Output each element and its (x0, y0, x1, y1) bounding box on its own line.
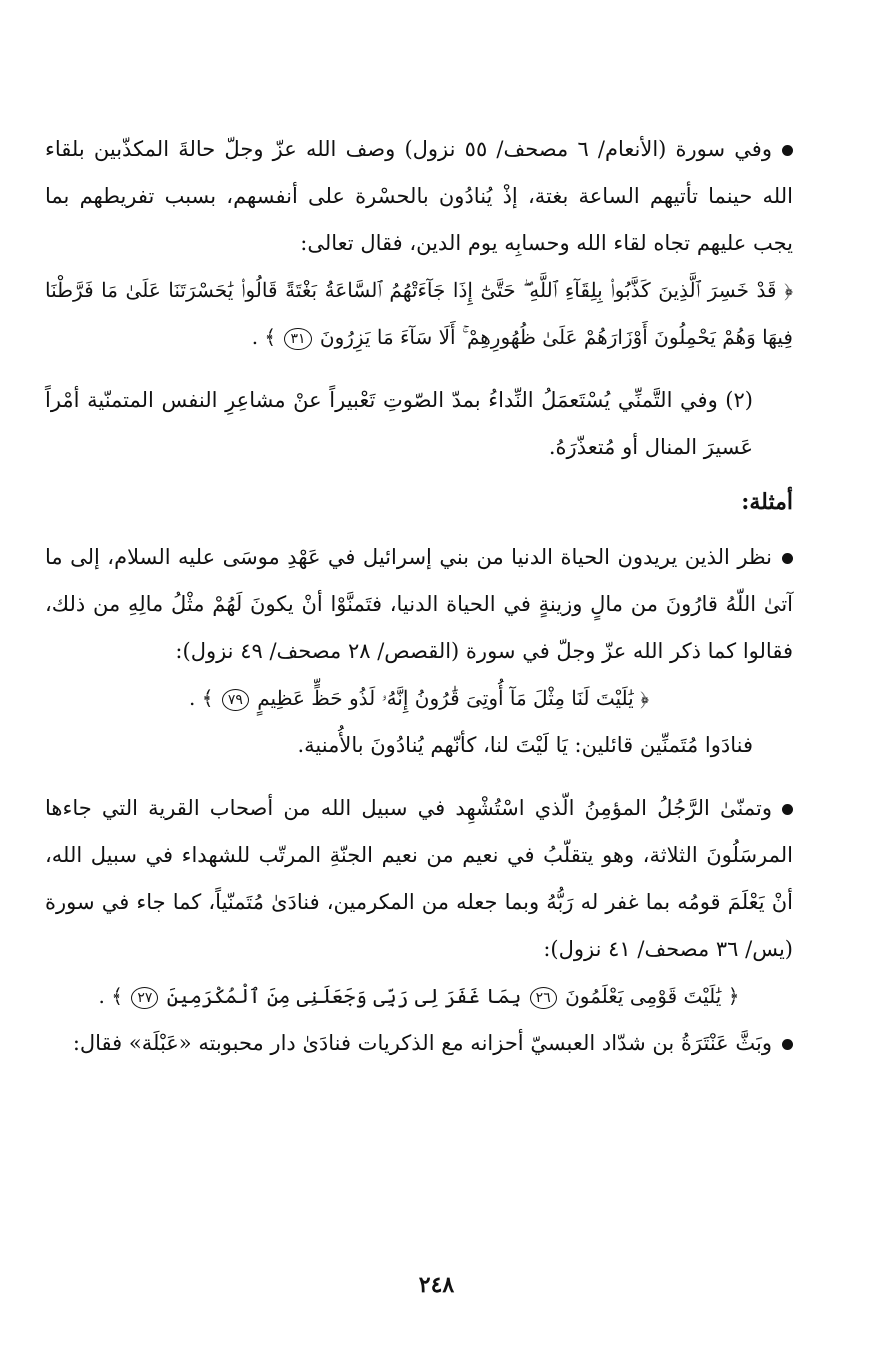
paragraph-text: (٢) وفي التَّمنِّي يُسْتَعمَلُ النِّداءُ بمدّ الصّوتِ تَعْبيراً عنْ مشاعِرِ النفس المتمنّية أمْراً عَسيرَ المنال أو مُتعذّرَهُ. (45, 388, 753, 459)
paragraph-text: وبَثَّ عَنْتَرَةُ بن شدّاد العبسيّ أحزانه مع الذكريات فنادَىٰ دار محبوبته «عَبْلَة» فقال: (72, 1031, 772, 1055)
bullet-icon (782, 804, 793, 815)
page-number: ٢٤٨ (418, 1272, 455, 1298)
bullet-icon (782, 145, 793, 156)
verse-text: بِمَا غَفَرَ لِى رَبِّى وَجَعَلَنِى مِنَ ٱلْمُكْرَمِينَ (166, 984, 522, 1008)
page-body (45, 126, 793, 1067)
quran-verse-yasin (45, 973, 793, 1020)
verse-text: ﴿ قَدْ خَسِرَ ٱلَّذِينَ كَذَّبُوا۟ بِلِقَآءِ ٱللَّهِ ۖ حَتَّىٰٓ إِذَا جَآءَتْهُمُ ٱلسَّاعَةُ بَغْتَةً قَالُوا۟ يَٰحَسْرَتَنَا عَلَىٰ مَا فَرَّطْنَا فِيهَا وَهُمْ يَحْمِلُونَ أَوْزَارَهُمْ عَلَىٰ ظُهُورِهِمْ ۚ أَلَا سَآءَ مَا يَزِرُونَ (45, 278, 793, 349)
paragraph-antara (45, 1020, 793, 1067)
verse-close: ﴾ . (251, 325, 277, 349)
paragraph-believer (45, 785, 793, 973)
verse-number-badge: ٢٦ (530, 987, 557, 1009)
quran-verse-anam (45, 267, 793, 361)
quran-verse-qasas (45, 675, 793, 722)
paragraph-text: وفي سورة (الأنعام/ ٦ مصحف/ ٥٥ نزول) وصف الله عزّ وجلّ حالةَ المكذّبين بلقاء الله حينما تأتيهم الساعة بغتة، إذْ يُنادُون بالحسْرة على أنفسهم، بسبب تفريطهم بما يجب عليهم تجاه لقاء الله وحسابِه يوم الدين، فقال تعالى: (45, 137, 793, 255)
paragraph-anam-intro (45, 126, 793, 267)
verse-number-badge: ٣١ (284, 328, 311, 350)
section-heading-examples: أمثلة: (741, 489, 793, 515)
verse-text: ﴿ يَٰلَيْتَ قَوْمِى يَعْلَمُونَ (565, 984, 740, 1008)
paragraph-text: وتمنّىٰ الرَّجُلُ المؤمِنُ الّذي اسْتُشْهِد في سبيل الله من أصحاب القرية التي جاءها المرسَلُونَ الثلاثة، وهو يتقلّبُ في نعيم من نعيم الجنّةِ المرتّب للشهداء في سبيل الله، أنْ يَعْلَمَ قومُه بما غفر له رَبُّهُ وبما جعله من المكرمين، فنادَىٰ مُتَمنّياً، كما جاء في سورة (يس/ ٣٦ مصحف/ ٤١ نزول): (45, 796, 793, 961)
verse-close: ﴾ . (98, 984, 123, 1008)
verse-close: ﴾ . (189, 686, 214, 710)
paragraph-nadaw (45, 722, 793, 769)
verse-number-badge: ٧٩ (222, 689, 249, 711)
verse-text: ﴿ يَٰلَيْتَ لَنَا مِثْلَ مَآ أُوتِىَ قَٰرُونُ إِنَّهُۥ لَذُو حَظٍّ عَظِيمٍ (257, 686, 649, 710)
bullet-icon (782, 1039, 793, 1050)
bullet-icon (782, 553, 793, 564)
verse-number-badge: ٢٧ (131, 987, 158, 1009)
paragraph-text: نظر الذين يريدون الحياة الدنيا من بني إسرائيل في عَهْدِ موسَى عليه السلام، إلى ما آتىٰ اللّهُ قارُونَ من مالٍ وزينةٍ في الحياة الدنيا، فتَمنَّوْا أنْ يكونَ لَهُمْ مثْلُ مالِهِ من ذلك، فقالوا كما ذكر الله عزّ وجلّ في سورة (القصص/ ٢٨ مصحف/ ٤٩ نزول): (45, 545, 793, 663)
paragraph-tamanni (45, 377, 793, 471)
paragraph-text: فنادَوا مُتَمنِّين قائلين: يَا لَيْتَ لنا، كأنّهم يُنادُونَ بالأُمنية. (297, 733, 753, 757)
paragraph-qarun (45, 534, 793, 675)
